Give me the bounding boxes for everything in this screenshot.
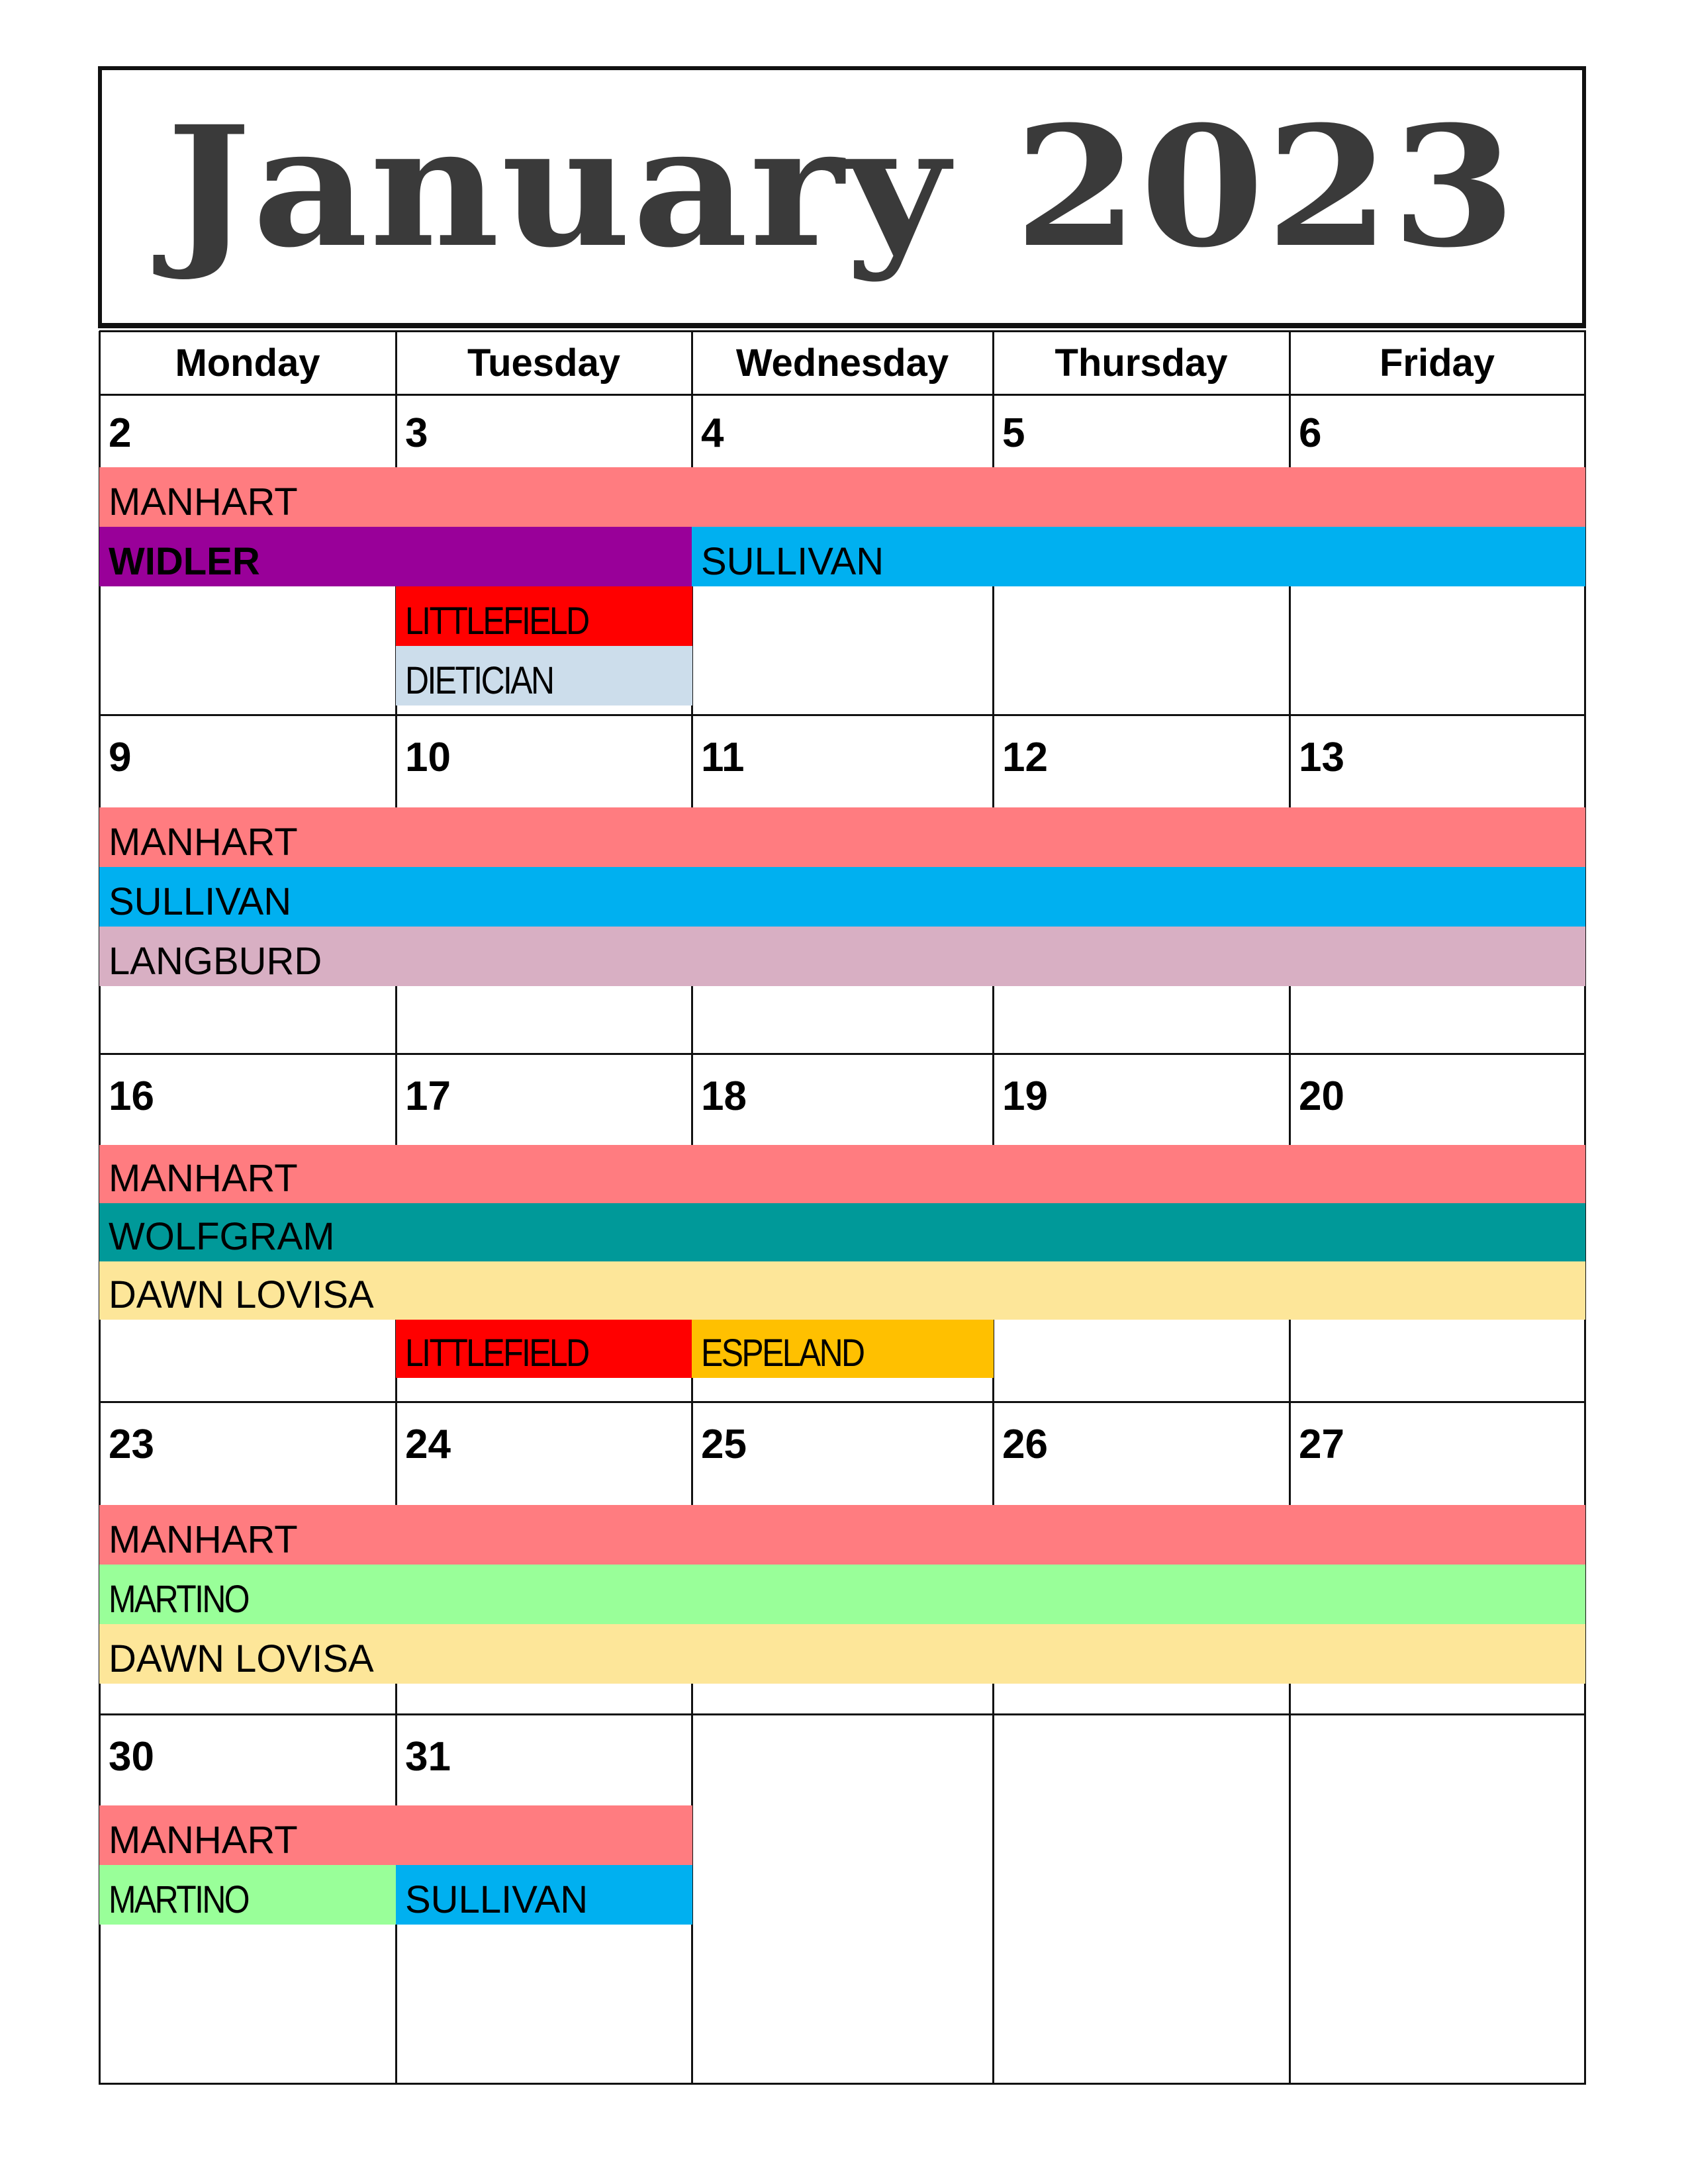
- event-label: DAWN LOVISA: [109, 1637, 374, 1680]
- date-13: 13: [1299, 735, 1344, 780]
- grid-line: [99, 714, 1586, 716]
- event-label: MARTINO: [109, 1578, 249, 1621]
- date-11: 11: [701, 735, 745, 780]
- event-label: SULLIVAN: [109, 880, 292, 923]
- event-label: LITTLEFIELD: [405, 1332, 588, 1375]
- date-4: 4: [701, 410, 724, 456]
- day-header-friday: Friday: [1379, 341, 1495, 385]
- title-box: [98, 66, 1586, 328]
- event-bar-manhart[interactable]: [99, 1145, 1585, 1203]
- grid-line: [99, 394, 1586, 396]
- event-bar-littlefield[interactable]: [396, 1320, 692, 1378]
- grid-line: [99, 1053, 1586, 1055]
- date-27: 27: [1299, 1422, 1344, 1467]
- event-label: MANHART: [109, 480, 298, 523]
- event-bar-manhart[interactable]: [99, 467, 1585, 527]
- event-bar-dietician[interactable]: [396, 646, 692, 705]
- event-label: LITTLEFIELD: [405, 600, 588, 643]
- event-bar-manhart[interactable]: [99, 807, 1585, 867]
- event-bar-martino[interactable]: [99, 1565, 1585, 1624]
- event-bar-manhart[interactable]: [99, 1805, 692, 1865]
- event-label: DIETICIAN: [405, 659, 553, 702]
- event-label: LANGBURD: [109, 940, 322, 983]
- event-bar-sullivan[interactable]: [99, 867, 1585, 927]
- event-bar-dawn-lovisa[interactable]: [99, 1261, 1585, 1320]
- event-bar-manhart[interactable]: [99, 1505, 1585, 1565]
- event-label: SULLIVAN: [701, 540, 884, 583]
- event-bar-espeland[interactable]: [692, 1320, 994, 1378]
- event-bar-langburd[interactable]: [99, 927, 1585, 986]
- event-bar-sullivan[interactable]: [396, 1865, 692, 1925]
- day-header-wednesday: Wednesday: [735, 341, 949, 385]
- date-24: 24: [405, 1422, 451, 1467]
- date-3: 3: [405, 410, 428, 456]
- event-bar-littlefield[interactable]: [396, 586, 692, 646]
- grid-line: [99, 2083, 1586, 2085]
- event-label: MANHART: [109, 1518, 298, 1561]
- date-25: 25: [701, 1422, 747, 1467]
- event-label: WIDLER: [109, 540, 260, 583]
- date-2: 2: [109, 410, 132, 456]
- date-9: 9: [109, 735, 132, 780]
- date-17: 17: [405, 1073, 451, 1119]
- event-bar-widler[interactable]: [99, 527, 692, 586]
- date-30: 30: [109, 1734, 154, 1780]
- date-6: 6: [1299, 410, 1322, 456]
- event-bar-wolfgram[interactable]: [99, 1203, 1585, 1261]
- date-19: 19: [1002, 1073, 1048, 1119]
- event-label: ESPELAND: [701, 1332, 864, 1375]
- date-23: 23: [109, 1422, 154, 1467]
- event-label: SULLIVAN: [405, 1878, 588, 1921]
- date-10: 10: [405, 735, 451, 780]
- event-label: MANHART: [109, 1157, 298, 1200]
- date-12: 12: [1002, 735, 1048, 780]
- event-bar-martino[interactable]: [99, 1865, 397, 1925]
- day-header-thursday: Thursday: [1055, 341, 1228, 385]
- day-header-tuesday: Tuesday: [467, 341, 620, 385]
- event-bar-dawn-lovisa[interactable]: [99, 1624, 1585, 1684]
- day-header-monday: Monday: [175, 341, 320, 385]
- grid-line: [99, 330, 1586, 332]
- page-title: January 2023: [166, 89, 1518, 284]
- date-5: 5: [1002, 410, 1025, 456]
- date-20: 20: [1299, 1073, 1344, 1119]
- event-label: MANHART: [109, 1819, 298, 1862]
- event-label: MANHART: [109, 821, 298, 864]
- event-label: DAWN LOVISA: [109, 1273, 374, 1316]
- event-label: MARTINO: [109, 1878, 249, 1921]
- grid-line: [99, 1401, 1586, 1403]
- date-18: 18: [701, 1073, 747, 1119]
- date-16: 16: [109, 1073, 154, 1119]
- event-bar-sullivan[interactable]: [692, 527, 1585, 586]
- date-31: 31: [405, 1734, 451, 1780]
- grid-line: [99, 1713, 1586, 1715]
- event-label: WOLFGRAM: [109, 1215, 335, 1258]
- date-26: 26: [1002, 1422, 1048, 1467]
